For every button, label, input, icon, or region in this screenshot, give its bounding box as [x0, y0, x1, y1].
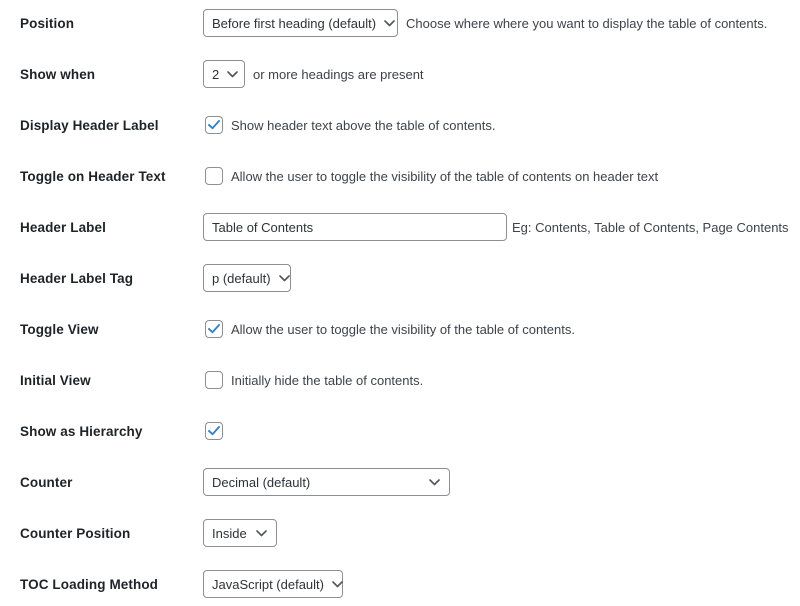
chevron-down-icon — [256, 530, 267, 537]
settings-row-initial-view — [20, 366, 800, 394]
display-header-label-description: Show header text above the table of contents. — [231, 117, 496, 133]
settings-row-toggle-view — [20, 315, 800, 343]
check-icon — [208, 118, 220, 133]
counter-select-value: Decimal (default) — [212, 474, 311, 490]
settings-row-show-as-hierarchy — [20, 417, 800, 445]
toc-loading-method-select[interactable] — [203, 570, 343, 598]
header-label-tag-label: Header Label Tag — [20, 270, 134, 286]
show-when-label: Show when — [20, 66, 96, 82]
header-label-tag-select[interactable] — [203, 264, 291, 292]
settings-row-counter-position — [20, 519, 800, 547]
header-label-tag-select-value: p (default) — [212, 270, 271, 286]
chevron-down-icon — [279, 275, 290, 282]
settings-row-toggle-on-header-text — [20, 162, 800, 190]
settings-row-header-label — [20, 213, 800, 241]
counter-position-select-value: Inside — [212, 525, 247, 541]
position-select-value: Before first heading (default) — [212, 15, 377, 31]
display-header-label-label: Display Header Label — [20, 117, 159, 133]
toggle-on-header-text-checkbox[interactable] — [205, 167, 223, 185]
toggle-view-label: Toggle View — [20, 321, 99, 337]
show-as-hierarchy-label: Show as Hierarchy — [20, 423, 143, 439]
display-header-label-checkbox[interactable] — [205, 116, 223, 134]
toggle-view-checkbox[interactable] — [205, 320, 223, 338]
check-icon — [208, 322, 220, 337]
show-when-select[interactable] — [203, 60, 245, 88]
counter-label: Counter — [20, 474, 73, 490]
check-icon — [208, 424, 220, 439]
show-as-hierarchy-checkbox[interactable] — [205, 422, 223, 440]
settings-row-show-when — [20, 60, 800, 88]
toggle-view-description: Allow the user to toggle the visibility of the table of contents. — [231, 321, 575, 337]
initial-view-description: Initially hide the table of contents. — [231, 372, 424, 388]
chevron-down-icon — [384, 20, 395, 27]
chevron-down-icon — [332, 581, 343, 588]
chevron-down-icon — [429, 479, 440, 486]
header-label-label: Header Label — [20, 219, 106, 235]
settings-row-header-label-tag — [20, 264, 800, 292]
settings-row-counter — [20, 468, 800, 496]
settings-row-toc-loading-method — [20, 570, 800, 598]
settings-row-display-header-label — [20, 111, 800, 139]
toc-loading-method-label: TOC Loading Method — [20, 576, 159, 592]
counter-position-label: Counter Position — [20, 525, 131, 541]
position-description: Choose where where you want to display the table of contents. — [406, 15, 768, 31]
position-select[interactable] — [203, 9, 398, 37]
header-label-input[interactable] — [203, 213, 507, 241]
toggle-on-header-text-description: Allow the user to toggle the visibility of the table of contents on header text — [231, 168, 659, 184]
chevron-down-icon — [227, 71, 238, 78]
header-label-description: Eg: Contents, Table of Contents, Page Contents — [512, 219, 789, 235]
initial-view-checkbox[interactable] — [205, 371, 223, 389]
show-when-select-value: 2 — [212, 66, 220, 82]
position-label: Position — [20, 15, 75, 31]
show-when-description: or more headings are present — [253, 66, 424, 82]
toggle-on-header-text-label: Toggle on Header Text — [20, 168, 166, 184]
counter-position-select[interactable] — [203, 519, 277, 547]
toc-loading-method-select-value: JavaScript (default) — [212, 576, 324, 592]
counter-select[interactable] — [203, 468, 450, 496]
settings-row-position — [20, 9, 800, 37]
initial-view-label: Initial View — [20, 372, 91, 388]
